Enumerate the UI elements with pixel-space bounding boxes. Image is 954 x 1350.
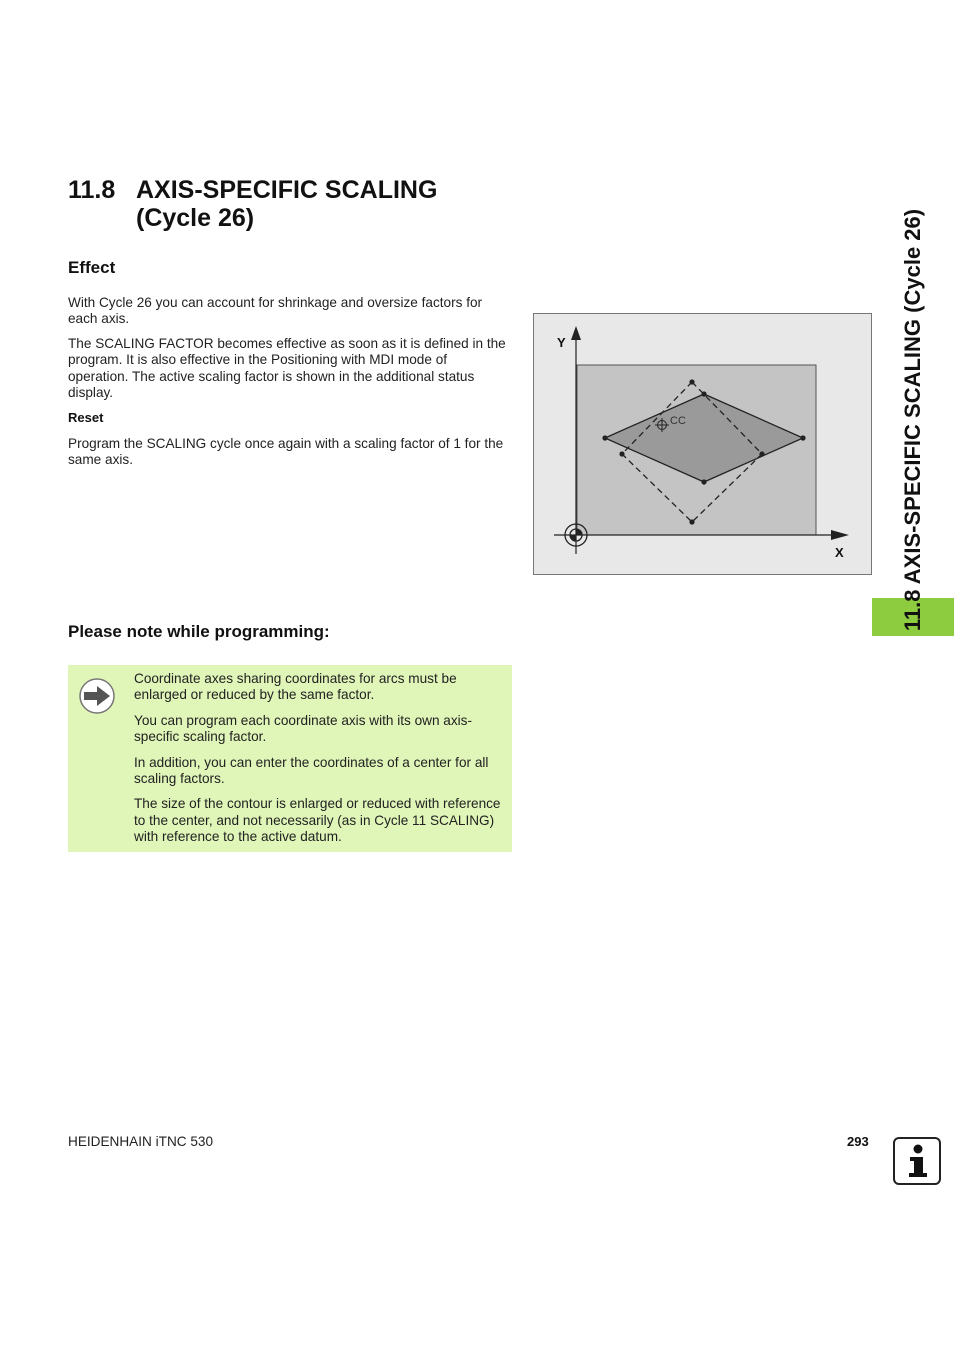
note-item: The size of the contour is enlarged or reduced with reference to the center, and not necessarily (as in Cycle 11 SCALING) with reference to the active datum.: [134, 796, 501, 845]
notes-heading: Please note while programming:: [68, 622, 330, 641]
effect-heading: Effect: [68, 258, 116, 277]
note-item: You can program each coordinate axis with its own axis-specific scaling factor.: [134, 712, 473, 745]
diagram-svg: [534, 314, 871, 574]
reset-paragraph: Program the SCALING cycle once again with a scaling factor of 1 for the same axis.: [68, 436, 504, 468]
note-item: In addition, you can enter the coordinates of a center for all scaling factors.: [134, 754, 489, 787]
x-axis-arrow: [831, 530, 849, 540]
effect-paragraph-1: With Cycle 26 you can account for shrinkage and oversize factors for each axis.: [68, 295, 483, 327]
heading-title-line1: AXIS-SPECIFIC SCALING: [136, 176, 438, 204]
cc-label: CC: [670, 415, 686, 427]
scaling-diagram: [533, 313, 872, 575]
note-item: Coordinate axes sharing coordinates for arcs must be enlarged or reduced by the same factor.: [134, 671, 457, 703]
note-box: [68, 665, 512, 852]
footer-product: HEIDENHAIN iTNC 530: [68, 1134, 214, 1149]
page-number: 293: [847, 1134, 869, 1149]
side-tab-title: 11.8 AXIS-SPECIFIC SCALING (Cycle 26): [900, 208, 925, 632]
heading-title-line2: (Cycle 26): [136, 204, 255, 232]
x-axis-label: X: [835, 545, 844, 560]
y-axis-arrow: [571, 326, 581, 340]
effect-paragraph-2: The SCALING FACTOR becomes effective as soon as it is defined in the program. It is also effective in the Positioning with MDI mode of operation. The active scaling factor is shown in the additional status display.: [68, 336, 506, 401]
arrow-right-icon: [78, 677, 116, 715]
info-icon: [893, 1137, 941, 1185]
heading-number: 11.8: [68, 176, 116, 204]
y-axis-label: Y: [557, 335, 566, 350]
reset-heading: Reset: [68, 410, 104, 425]
note-text: [134, 671, 504, 855]
